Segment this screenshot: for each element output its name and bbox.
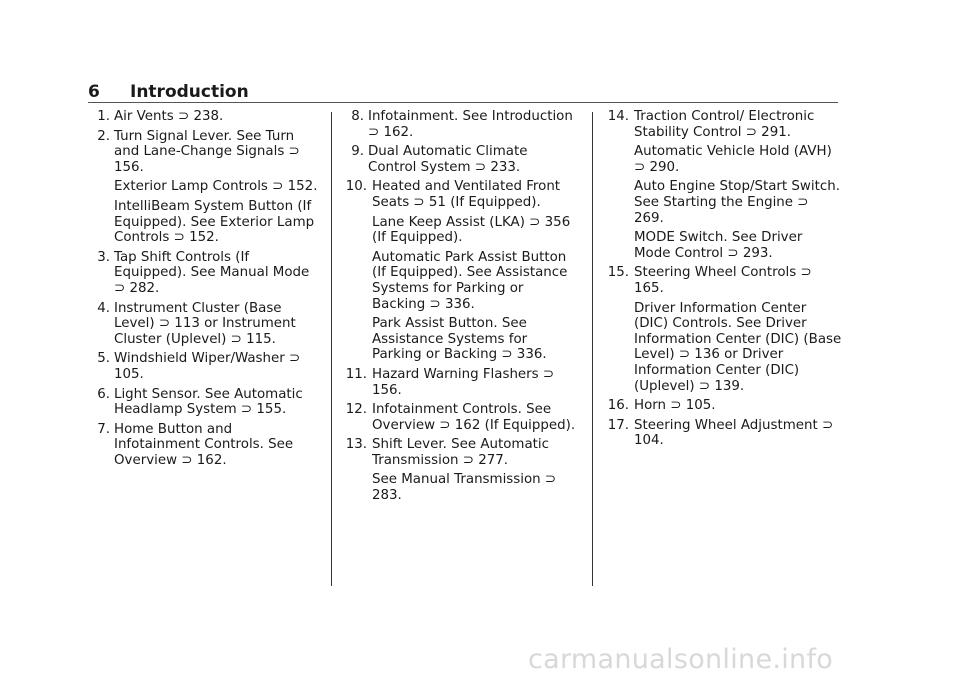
page-header bbox=[88, 82, 838, 102]
item-text: Tap Shift Controls (If Equipped). See Manual Mode ⊃ 282. bbox=[114, 249, 310, 296]
list-item bbox=[90, 129, 322, 176]
item-number: 6. bbox=[97, 386, 110, 402]
item-text: Steering Wheel Adjustment ⊃ 104. bbox=[634, 417, 834, 449]
item-number: 17. bbox=[607, 417, 629, 433]
item-text: Automatic Park Assist Button (If Equipped). See Assistance Systems for Parking or Backing ⊃ 336. bbox=[372, 249, 568, 312]
item-text: Shift Lever. See Automatic Transmission ⊃ 277. bbox=[372, 437, 550, 468]
item-text: Turn Signal Lever. See Turn and Lane-Change Signals ⊃ 156. bbox=[114, 128, 300, 175]
list-item bbox=[344, 437, 580, 468]
item-text: Exterior Lamp Controls ⊃ 152. bbox=[114, 179, 318, 195]
item-number: 12. bbox=[345, 402, 367, 418]
item-number: 5. bbox=[97, 351, 110, 367]
list-item-continuation bbox=[344, 250, 580, 312]
item-text: Lane Keep Assist (LKA) ⊃ 356 (If Equipped). bbox=[372, 214, 571, 246]
list-item-continuation bbox=[90, 199, 322, 246]
list-item bbox=[344, 367, 580, 398]
item-number: 3. bbox=[97, 249, 110, 265]
item-text: Steering Wheel Controls ⊃ 165. bbox=[634, 265, 812, 296]
list-item bbox=[606, 418, 842, 449]
item-number: 2. bbox=[97, 128, 110, 144]
item-text: Horn ⊃ 105. bbox=[634, 398, 716, 414]
list-item bbox=[344, 179, 580, 210]
column-2 bbox=[344, 109, 580, 508]
list-item-continuation bbox=[606, 230, 842, 261]
item-text: See Manual Transmission ⊃ 283. bbox=[372, 472, 557, 504]
item-text: Windshield Wiper/Washer ⊃ 105. bbox=[114, 351, 301, 382]
list-item-continuation bbox=[344, 316, 580, 363]
list-item bbox=[344, 144, 580, 175]
item-text: Park Assist Button. See Assistance Systems for Parking or Backing ⊃ 336. bbox=[372, 316, 547, 363]
item-text: Infotainment. See Introduction ⊃ 162. bbox=[368, 109, 573, 140]
watermark: carmanualsonline.info bbox=[528, 644, 834, 675]
item-number: 13. bbox=[345, 437, 367, 453]
item-number: 10. bbox=[345, 179, 367, 195]
item-number: 15. bbox=[607, 265, 629, 281]
item-text: Traction Control/ Electronic Stability Control ⊃ 291. bbox=[634, 109, 815, 140]
item-number: 8. bbox=[351, 109, 364, 124]
item-number: 9. bbox=[351, 144, 364, 160]
item-text: Automatic Vehicle Hold (AVH) ⊃ 290. bbox=[634, 144, 832, 175]
column-1 bbox=[90, 109, 322, 472]
header-rule bbox=[88, 102, 838, 103]
list-item bbox=[90, 351, 322, 382]
list-item bbox=[606, 398, 842, 414]
list-item bbox=[90, 250, 322, 297]
list-item bbox=[90, 422, 322, 469]
item-number: 1. bbox=[97, 109, 110, 124]
list-item-continuation bbox=[90, 179, 322, 195]
list-item bbox=[606, 265, 842, 296]
item-text: Home Button and Infotainment Controls. See Overview ⊃ 162. bbox=[114, 421, 294, 468]
page-number: 6 bbox=[88, 82, 100, 102]
list-item-continuation bbox=[606, 301, 842, 395]
item-text: Dual Automatic Climate Control System ⊃ 233. bbox=[368, 144, 528, 175]
list-item bbox=[90, 109, 322, 125]
list-item bbox=[606, 109, 842, 140]
item-text: IntelliBeam System Button (If Equipped). See Exterior Lamp Controls ⊃ 152. bbox=[114, 198, 315, 246]
list-item-continuation bbox=[606, 144, 842, 175]
item-number: 4. bbox=[97, 300, 110, 316]
item-text: Hazard Warning Flashers ⊃ 156. bbox=[372, 366, 555, 398]
list-item-continuation bbox=[344, 215, 580, 246]
list-item bbox=[344, 402, 580, 433]
item-text: Heated and Ventilated Front Seats ⊃ 51 (If Equipped). bbox=[372, 179, 561, 210]
list-item-continuation bbox=[344, 472, 580, 503]
item-text: Air Vents ⊃ 238. bbox=[114, 109, 224, 124]
item-text: Auto Engine Stop/Start Switch. See Starting the Engine ⊃ 269. bbox=[634, 179, 840, 226]
column-divider-2 bbox=[592, 112, 593, 586]
item-number: 7. bbox=[97, 421, 110, 437]
item-text: Driver Information Center (DIC) Controls. See Driver Information Center (DIC) (Base Level) ⊃ 136 or Driver Information Center (DIC) (Uplevel) ⊃ 139. bbox=[634, 300, 842, 394]
list-item bbox=[90, 387, 322, 418]
list-item bbox=[90, 301, 322, 348]
item-text: Light Sensor. See Automatic Headlamp System ⊃ 155. bbox=[114, 386, 303, 418]
page-title: Introduction bbox=[130, 82, 249, 102]
item-text: MODE Switch. See Driver Mode Control ⊃ 293. bbox=[634, 230, 803, 261]
item-text: Infotainment Controls. See Overview ⊃ 162 (If Equipped). bbox=[372, 402, 576, 433]
column-3 bbox=[606, 109, 842, 453]
list-item-continuation bbox=[606, 179, 842, 226]
column-divider-1 bbox=[331, 112, 332, 586]
item-number: 11. bbox=[345, 366, 367, 382]
list-item bbox=[344, 109, 580, 140]
item-text: Instrument Cluster (Base Level) ⊃ 113 or Instrument Cluster (Uplevel) ⊃ 115. bbox=[114, 300, 296, 347]
item-number: 14. bbox=[607, 109, 629, 124]
item-number: 16. bbox=[607, 398, 629, 414]
